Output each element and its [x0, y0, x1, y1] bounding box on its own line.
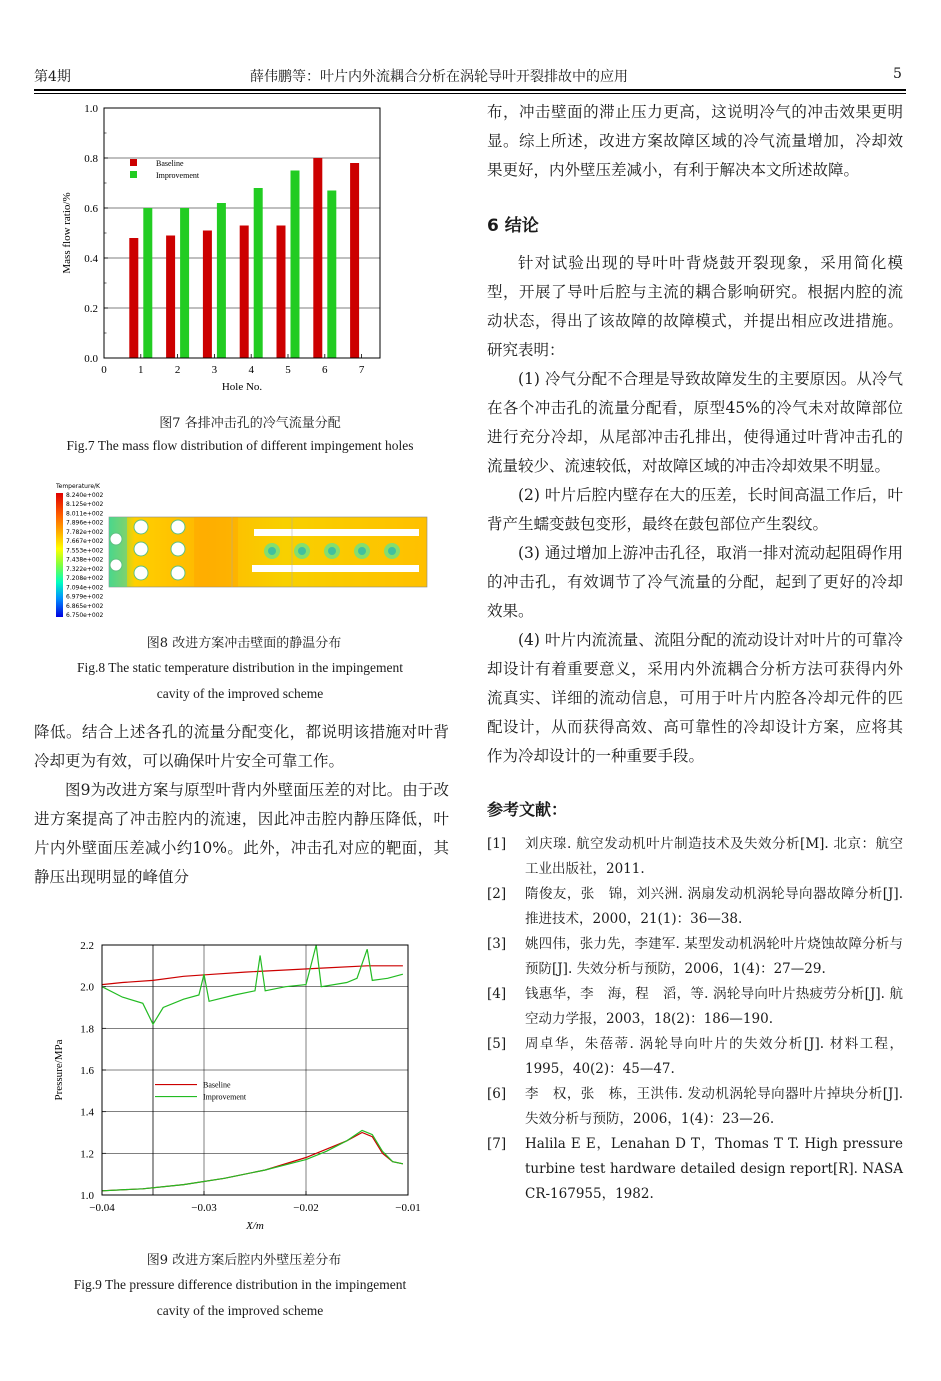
bar-improvement: [291, 171, 300, 359]
y-tick-label: 1.6: [80, 1065, 94, 1077]
y-tick-label: 0.2: [84, 303, 98, 315]
colorbar-label: 8.011e+002: [66, 510, 104, 518]
reference-item: [487, 982, 903, 1032]
fig8-caption-cn: 图8 改进方案冲击壁面的静温分布: [146, 636, 342, 651]
x-tick-label: −0.01: [395, 1202, 421, 1214]
x-tick-label: 5: [285, 364, 291, 376]
impingement-spot-core: [268, 547, 276, 555]
bar-baseline: [277, 226, 286, 359]
legend-swatch: [130, 171, 137, 178]
y-tick-label: 1.2: [80, 1148, 94, 1161]
bar-improvement: [180, 208, 189, 358]
impingement-spot-core: [358, 547, 366, 555]
colorbar-label: 7.438e+002: [66, 556, 104, 564]
colorbar-label: 7.782e+002: [66, 528, 104, 536]
reference-item: [487, 1032, 903, 1082]
reference-text: 周卓华，朱蓓蒂. 涡轮导向叶片的失效分析[J]. 材料工程，1995，40(2)：45—47.: [525, 1036, 903, 1077]
reference-number: [6]: [487, 1086, 507, 1102]
reference-text: 隋俊友，张 锦，刘兴洲. 涡扇发动机涡轮导向器故障分析[J]. 推进技术，2000，21(1)：36—38.: [525, 886, 903, 927]
colorbar-label: 6.750e+002: [66, 612, 104, 619]
colorbar-title: Temperature/K: [56, 483, 100, 490]
x-tick-label: 2: [174, 364, 181, 376]
y-tick-label: 2.2: [80, 940, 94, 952]
colorbar-label: 6.865e+002: [66, 602, 104, 610]
reference-item: [487, 882, 903, 932]
left-paragraph-2: 图9为改进方案与原型叶背内外壁面压差的对比。由于改进方案提高了冲击腔内的流速，因此冲击腔内静压降低，叶片内外壁面压差减小约10%。此外，冲击孔对应的靶面，其静压出现明显的峰值分: [34, 781, 449, 886]
fig8-caption-en-1: Fig.8 The static temperature distribution in the impingement: [77, 660, 403, 675]
legend-label: Baseline: [203, 1080, 231, 1090]
bar-baseline: [240, 226, 249, 359]
conclusion-item-4: (4) 叶片内流流量、流阻分配的流动设计对叶片的可靠冷却设计有着重要意义，采用内外流耦合分析方法可获得内外流真实、详细的流动信息，可用于叶片内腔各冷却元件的匹配设计，从而获得高效、高可靠性的冷却设计方案，应将其作为冷却设计的一种重要手段。: [487, 631, 903, 765]
reference-number: [4]: [487, 986, 507, 1002]
x-tick-label: 6: [322, 364, 328, 376]
colorbar-label: 7.553e+002: [66, 547, 104, 555]
reference-text: 钱惠华，李 海，程 滔，等. 涡轮导向叶片热疲劳分析[J]. 航空动力学报，2003，18(2)：186—190.: [525, 986, 903, 1027]
reference-item: [487, 1082, 903, 1132]
right-column: [487, 98, 903, 1207]
fig7-caption-cn: 图7 各排冲击孔的冷气流量分配: [159, 416, 341, 431]
hole: [171, 566, 185, 580]
colorbar-labels: [66, 492, 104, 619]
journal-issue: 第4期: [34, 69, 71, 85]
x-tick-label: 1: [138, 364, 144, 376]
y-tick-label: 2.0: [80, 981, 94, 994]
colorbar-label: 7.094e+002: [66, 584, 104, 592]
x-tick-label: 7: [358, 364, 365, 376]
y-tick-label: 0.4: [84, 253, 98, 265]
legend-label: Improvement: [156, 171, 200, 180]
page-number: 5: [893, 66, 902, 82]
y-tick-label: 0.6: [84, 203, 98, 215]
bar-baseline: [313, 158, 322, 358]
reference-number: [5]: [487, 1036, 507, 1052]
y-tick-label: 0.8: [84, 153, 98, 165]
legend-swatch: [130, 159, 137, 166]
reference-text: 姚四伟，张力先，李建军. 某型发动机涡轮叶片烧蚀故障分析与预防[J]. 失效分析与预防，2006，1(4)：27—29.: [525, 936, 903, 977]
left-paragraph-1: 降低。结合上述各孔的流量分配变化，都说明该措施对叶背冷却更为有效，可以确保叶片安全可靠工作。: [34, 723, 449, 770]
y-tick-label: 1.8: [80, 1023, 94, 1036]
x-axis-label: X/m: [246, 1220, 264, 1232]
fig9-line-chart: [40, 933, 460, 1243]
colorbar: [56, 493, 63, 617]
x-tick-label: −0.02: [293, 1202, 319, 1214]
reference-number: [7]: [487, 1136, 507, 1152]
reference-item: [487, 832, 903, 882]
bar-improvement: [254, 188, 263, 358]
references-title: 参考文献：: [487, 800, 568, 819]
hole: [134, 566, 148, 580]
conclusion-intro: 针对试验出现的导叶叶背烧鼓开裂现象，采用简化模型，开展了导叶后腔与主流的耦合影响研究。根据内腔的流动状态，得出了该故障的故障模式，并提出相应改进措施。研究表明：: [487, 254, 903, 359]
series-line-improvement-outer: [102, 945, 403, 1024]
y-tick-label: 1.0: [80, 1190, 94, 1202]
impingement-spot-core: [298, 547, 306, 555]
colorbar-label: 7.322e+002: [66, 565, 104, 573]
fig9-caption-en-1: Fig.9 The pressure difference distribution in the impingement: [73, 1277, 407, 1292]
fig8-caption-en-2: cavity of the improved scheme: [156, 686, 324, 701]
legend-label: Baseline: [156, 159, 184, 168]
y-axis-label: Mass flow ratio/%: [61, 192, 73, 274]
x-tick-label: 0: [101, 364, 107, 376]
left-body-text: [34, 718, 449, 892]
y-tick-label: 0.0: [84, 353, 98, 365]
bar-baseline: [166, 236, 175, 359]
header-rule-thin: [34, 93, 906, 94]
x-tick-label: −0.03: [191, 1202, 217, 1214]
fig7-bar-chart: [40, 96, 460, 404]
colorbar-label: 8.125e+002: [66, 501, 104, 509]
colorbar-label: 6.979e+002: [66, 593, 104, 601]
fig7-caption-en: Fig.7 The mass flow distribution of different impingement holes: [66, 438, 414, 453]
impingement-spot-core: [388, 547, 396, 555]
colorbar-label: 8.240e+002: [66, 492, 104, 499]
hole: [171, 542, 185, 556]
y-axis-label: Pressure/MPa: [53, 1039, 65, 1101]
hole: [110, 559, 122, 571]
conclusion-item-1: (1) 冷气分配不合理是导致故障发生的主要原因。从冷气在各个冲击孔的流量分配看，原型45%的冷气未对故障部位进行充分冷却，从尾部冲击孔排出，使得通过叶背冲击孔的流量较少、流速较低，对故障区域的冲击冷却效果不明显。: [487, 370, 903, 475]
header-rule-thick: [34, 89, 906, 91]
hole: [171, 520, 185, 534]
legend-label: Improvement: [203, 1092, 247, 1102]
reference-number: [2]: [487, 886, 507, 902]
section-6-title: 6 结论: [487, 216, 539, 236]
colorbar-label: 7.208e+002: [66, 575, 104, 583]
reference-item: [487, 932, 903, 982]
x-tick-label: −0.04: [89, 1202, 115, 1214]
x-tick-label: 3: [211, 364, 218, 376]
running-title: 薛伟鹏等：叶片内外流耦合分析在涡轮导叶开裂排故中的应用: [250, 69, 628, 85]
bar-improvement: [327, 191, 336, 359]
bar-baseline: [129, 238, 138, 358]
hole: [134, 520, 148, 534]
reference-list: [487, 832, 903, 1207]
hole: [134, 542, 148, 556]
reference-text: Halila E E，Lenahan D T，Thomas T T. High pressure turbine test hardware detailed design report[R]. NASA CR-167955，1982.: [525, 1136, 903, 1202]
series-line-baseline-inner: [102, 1133, 403, 1191]
impingement-spot-core: [328, 547, 336, 555]
bar-baseline: [350, 163, 359, 358]
y-tick-label: 1.0: [84, 103, 98, 115]
x-axis-label: Hole No.: [221, 381, 263, 393]
colorbar-label: 7.667e+002: [66, 538, 104, 546]
hole: [110, 533, 122, 545]
reference-item: [487, 1132, 903, 1207]
reference-text: 刘庆瑔. 航空发动机叶片制造技术及失效分析[M]. 北京：航空工业出版社，2011.: [525, 836, 903, 877]
reference-text: 李 权，张 栋，王洪伟. 发动机涡轮导向器叶片掉块分析[J]. 失效分析与预防，2006，1(4)：23—26.: [525, 1086, 903, 1127]
bar-improvement: [143, 208, 152, 358]
colorbar-label: 7.896e+002: [66, 519, 104, 527]
conclusion-item-3: (3) 通过增加上游冲击孔径，取消一排对流动起阻碍作用的冲击孔，有效调节了冷气流量的分配，起到了更好的冷却效果。: [487, 544, 903, 620]
reference-number: [1]: [487, 836, 507, 852]
fig9-caption-cn: 图9 改进方案后腔内外壁压差分布: [146, 1253, 342, 1268]
fig8-temperature-contour: [54, 479, 434, 619]
slot-upper: [254, 529, 419, 536]
y-tick-label: 1.4: [80, 1106, 94, 1119]
conclusion-item-2: (2) 叶片后腔内壁存在大的压差，长时间高温工作后，叶背产生蠕变鼓包变形，最终在鼓包部位产生裂纹。: [487, 486, 903, 533]
reference-number: [3]: [487, 936, 507, 952]
bar-improvement: [217, 203, 226, 358]
x-tick-label: 4: [248, 364, 254, 376]
fig9-caption-en-2: cavity of the improved scheme: [156, 1303, 324, 1318]
bar-baseline: [203, 231, 212, 359]
slot-lower: [252, 565, 419, 572]
right-paragraph-0: 布，冲击壁面的滞止压力更高，这说明冷气的冲击效果更明显。综上所述，改进方案故障区域的冷气流量增加，冷却效果更好，内外壁压差减小，有利于解决本文所述故障。: [487, 103, 903, 179]
series-line-improvement-inner: [102, 1130, 403, 1190]
